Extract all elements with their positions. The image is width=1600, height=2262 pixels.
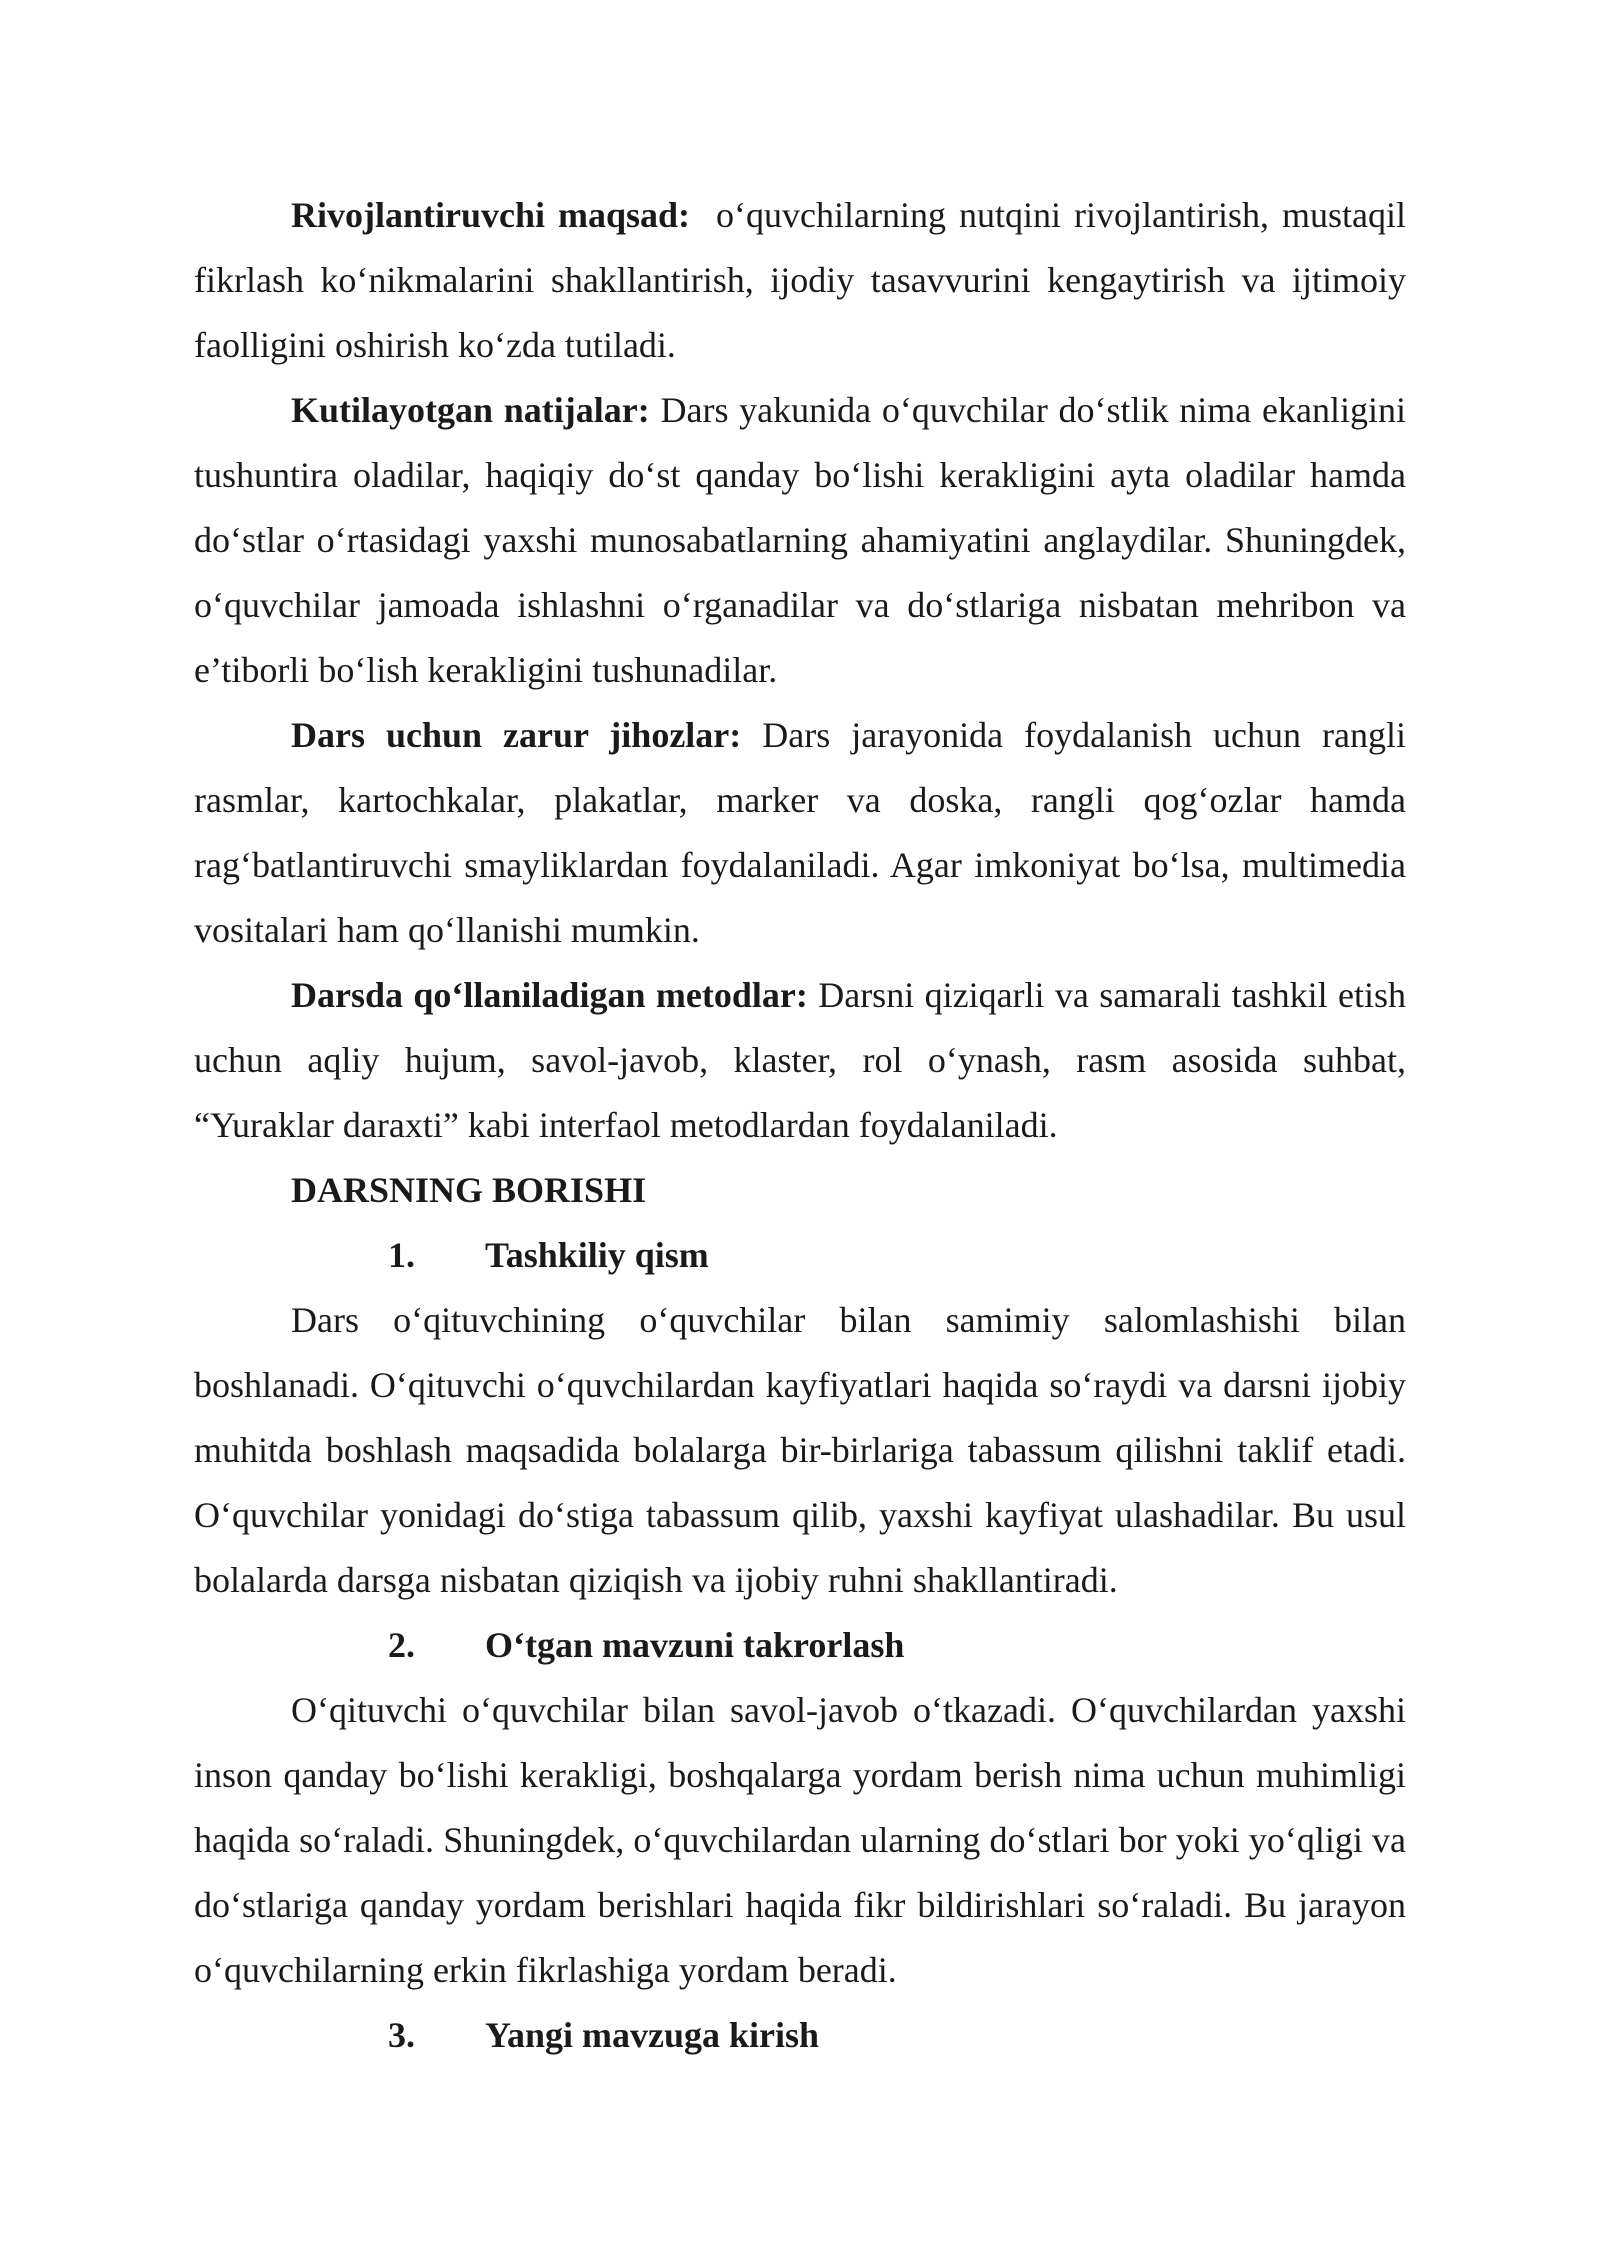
step-heading-2 (194, 1613, 1406, 1678)
section-heading: DARSNING BORISHI (291, 1170, 647, 1210)
step-title: Tashkiliy qism (485, 1235, 709, 1275)
paragraph-label: Darsda qo‘llaniladigan metodlar: (291, 975, 808, 1015)
step-text-2: O‘qituvchi o‘quvchilar bilan savol-javob o‘tkazadi. O‘quvchilardan yaxshi inson qanday bo‘lishi kerakligi, boshqalarga yordam berish nima uchun muhimligi haqida so‘raladi. Shuningdek, o‘quvchilardan ularning do‘stlari bor yoki yo‘qligi va do‘stlariga qanday yordam berishlari haqida fikr bildirishlari so‘raladi. Bu jarayon o‘quvchilarning erkin fikrlashiga yordam beradi. (194, 1690, 1406, 1990)
paragraph-expected-results (194, 378, 1406, 703)
step-number: 1. (388, 1235, 415, 1275)
paragraph-label: Dars uchun zarur jihozlar: (291, 715, 742, 755)
paragraph-label: Rivojlantiruvchi maqsad: (291, 195, 691, 235)
paragraph-developmental-goal (194, 183, 1415, 378)
paragraph-text: Darsni qiziqarli va samarali tashkil etish uchun aqliy hujum, savol-javob, klaster, rol o‘ynash, rasm asosida suhbat, “Yuraklar daraxti” kabi interfaol metodlardan foydalaniladi. (194, 975, 1406, 1145)
step-number: 3. (388, 2015, 415, 2055)
step-heading-3 (194, 2003, 1406, 2068)
document-page (194, 183, 1415, 2068)
step-text-1: Dars o‘qituvchining o‘quvchilar bilan samimiy salomlashishi bilan boshlanadi. O‘qituvchi o‘quvchilardan kayfiyatlari haqida so‘raydi va darsni ijobiy muhitda boshlash maqsadida bolalarga bir-birlariga tabassum qilishni taklif etadi. O‘quvchilar yonidagi do‘stiga tabassum qilib, yaxshi kayfiyat ulashadilar. Bu usul bolalarda darsga nisbatan qiziqish va ijobiy ruhni shakllantiradi. (194, 1300, 1406, 1600)
paragraph-methods (194, 963, 1406, 1158)
paragraph-text: o‘quvchilarning nutqini rivojlantirish, mustaqil fikrlash ko‘nikmalarini shakllantirish, ijodiy tasavvurini kengaytirish va ijtimoiy faolligini oshirish ko‘zda tutiladi. (194, 195, 1415, 365)
step-number: 2. (388, 1625, 415, 1665)
paragraph-label: Kutilayotgan natijalar: (291, 390, 650, 430)
paragraph-text: Dars jarayonida foydalanish uchun rangli rasmlar, kartochkalar, plakatlar, marker va doska, rangli qog‘ozlar hamda rag‘batlantiruvchi smayliklardan foydalaniladi. Agar imkoniyat bo‘lsa, multimedia vositalari ham qo‘llanishi mumkin. (194, 715, 1406, 950)
step-title: O‘tgan mavzuni takrorlash (485, 1625, 905, 1665)
step-heading-1 (194, 1223, 1406, 1288)
step-title: Yangi mavzuga kirish (485, 2015, 820, 2055)
paragraph-required-equipment (194, 703, 1406, 963)
paragraph-text: Dars yakunida o‘quvchilar do‘stlik nima ekanligini tushuntira oladilar, haqiqiy do‘st qanday bo‘lishi kerakligini ayta oladilar hamda do‘stlar o‘rtasidagi yaxshi munosabatlarning ahamiyatini anglaydilar. Shuningdek, o‘quvchilar jamoada ishlashni o‘rganadilar va do‘stlariga nisbatan mehribon va e’tiborli bo‘lish kerakligini tushunadilar. (194, 390, 1406, 690)
